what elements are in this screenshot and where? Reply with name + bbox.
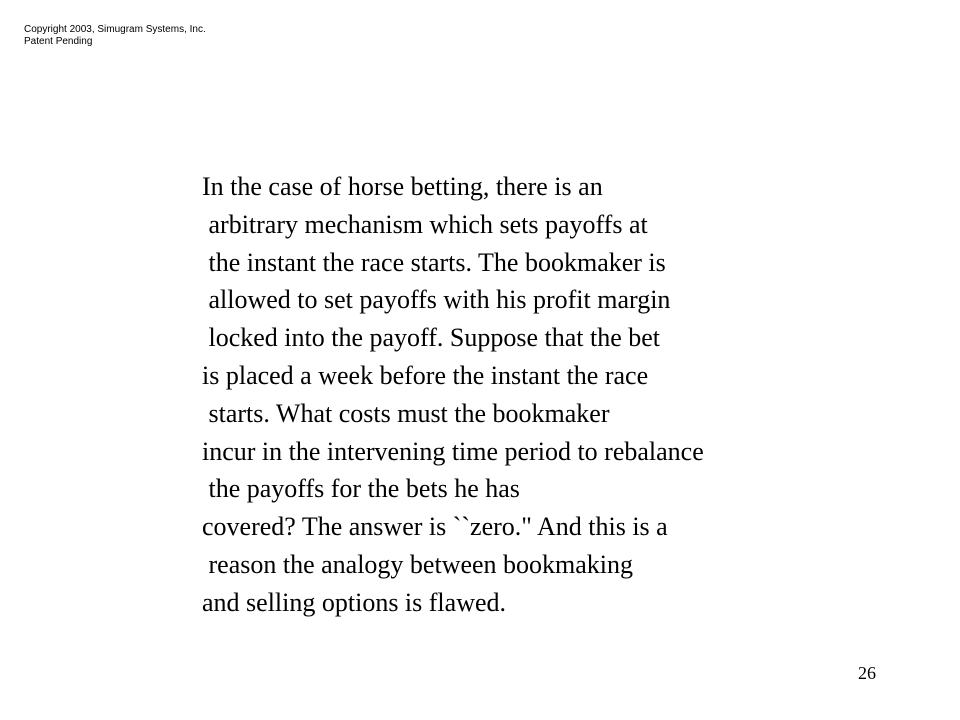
body-paragraph [202,168,704,622]
body-line: In the case of horse betting, there is an [202,172,603,201]
copyright-line: Copyright 2003, Simugram Systems, Inc. [24,24,206,35]
patent-pending-line: Patent Pending [24,36,93,47]
body-line: arbitrary mechanism which sets payoffs at [202,209,648,239]
body-line: locked into the payoff. Suppose that the bet [202,323,661,353]
body-line: is placed a week before the instant the race [202,360,649,390]
body-line: allowed to set payoffs with his profit margin [202,285,671,315]
body-line: starts. What costs must the bookmaker [202,398,610,428]
body-line: reason the analogy between bookmaking [202,549,634,579]
copyright-notice [24,24,206,48]
page-number: 26 [858,663,876,683]
body-line: incur in the intervening time period to rebalance [202,436,704,466]
body-line: the payoffs for the bets he has [202,474,520,504]
body-line: and selling options is flawed. [202,587,507,617]
body-line: covered? The answer is ``zero." And this is a [202,512,668,542]
body-line: the instant the race starts. The bookmaker is [202,247,666,277]
